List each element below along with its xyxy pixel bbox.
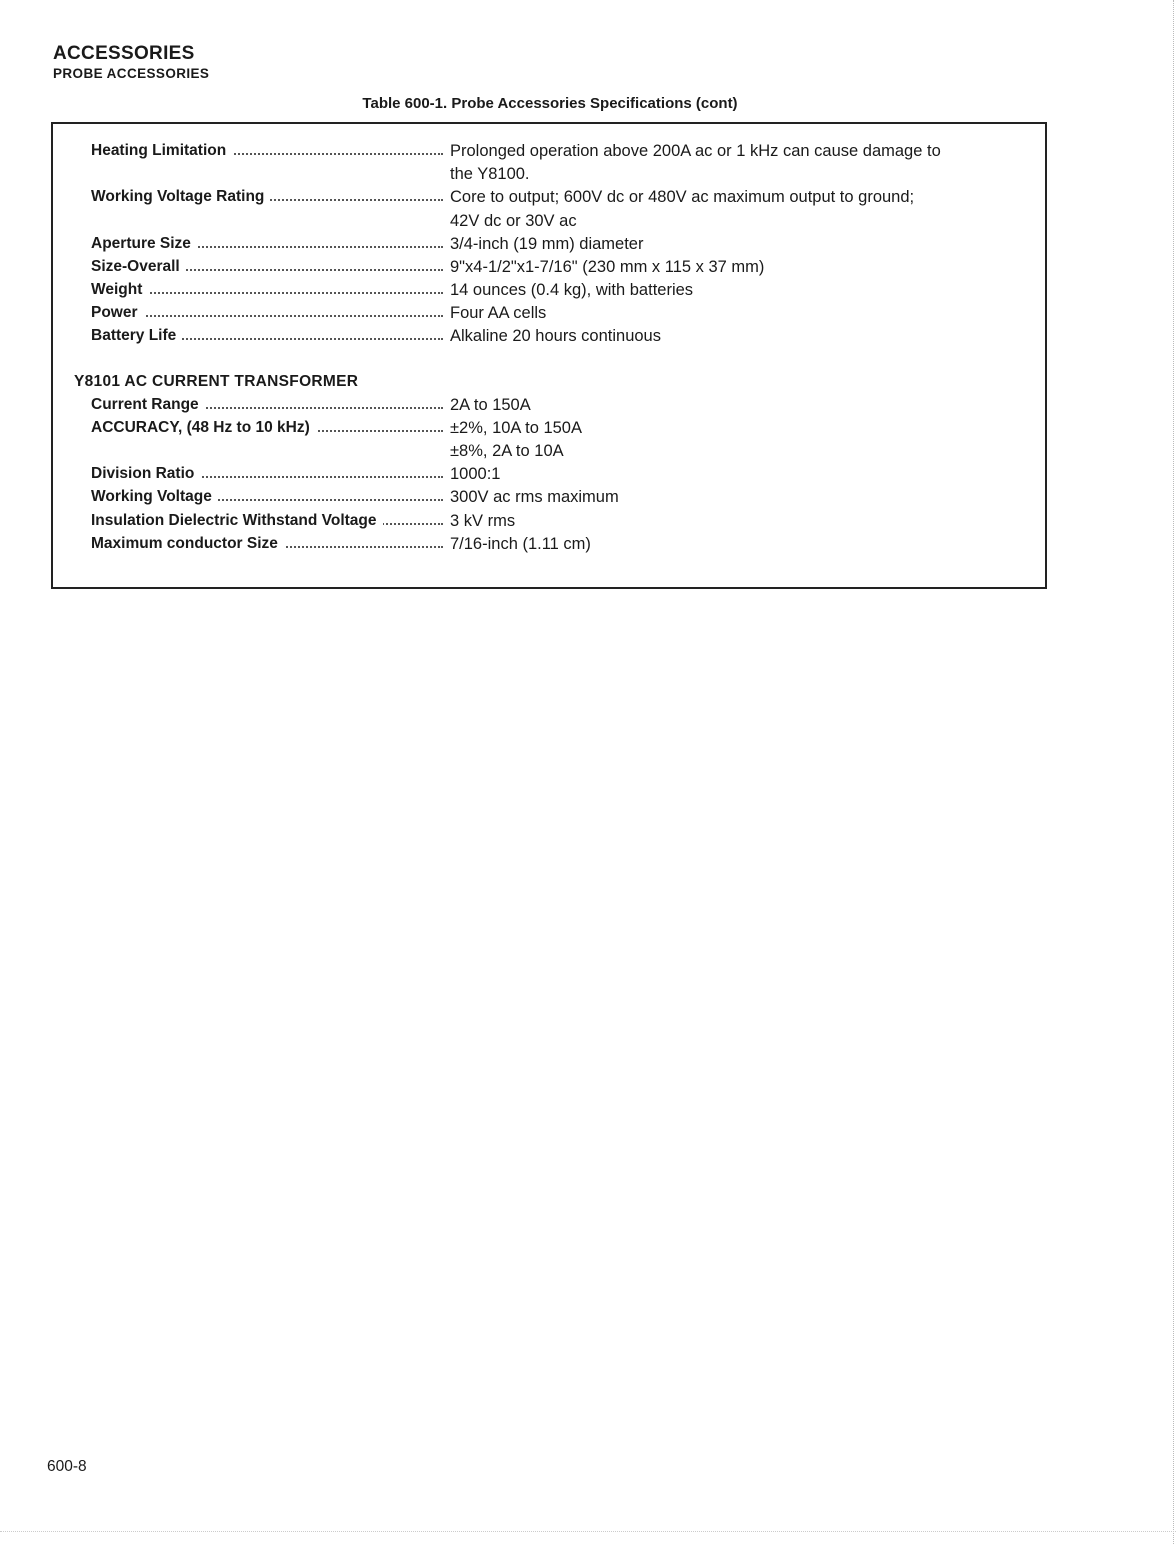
spec-label: ACCURACY, (48 Hz to 10 kHz) xyxy=(91,419,316,436)
page-subtitle: PROBE ACCESSORIES xyxy=(53,66,210,81)
spec-label-cell xyxy=(91,535,443,553)
spec-label: Weight xyxy=(91,281,148,298)
spec-row xyxy=(91,281,1031,304)
spec-label: Battery Life xyxy=(91,327,182,344)
spec-value: ±2%, 10A to 150A xyxy=(450,419,582,437)
spec-row xyxy=(91,188,1031,211)
spec-value: 9"x4-1/2"x1-7/16" (230 mm x 115 x 37 mm) xyxy=(450,258,765,276)
spec-row xyxy=(91,235,1031,258)
spec-row-continuation xyxy=(91,212,1031,235)
spec-label: Maximum conductor Size xyxy=(91,535,284,552)
spec-label-cell xyxy=(91,488,443,506)
spec-row xyxy=(91,488,1031,511)
spec-row xyxy=(91,327,1031,350)
spec-label-cell xyxy=(91,465,443,483)
spec-label-cell xyxy=(91,188,443,206)
spec-row-continuation xyxy=(91,165,1031,188)
spec-value: 1000:1 xyxy=(450,465,501,483)
spec-table xyxy=(51,122,1047,589)
spec-value: 14 ounces (0.4 kg), with batteries xyxy=(450,281,694,299)
spec-value: Four AA cells xyxy=(450,304,547,322)
scan-edge-bottom xyxy=(0,1531,1176,1532)
spec-label-cell xyxy=(91,419,443,437)
spec-value: ±8%, 2A to 10A xyxy=(450,442,564,460)
spec-row xyxy=(91,535,1031,558)
spec-label: Aperture Size xyxy=(91,235,197,252)
spec-value: Core to output; 600V dc or 480V ac maximum output to ground; xyxy=(450,188,915,206)
spec-row xyxy=(91,142,1031,165)
spec-label-cell xyxy=(91,235,443,253)
table-caption: Table 600-1. Probe Accessories Specifications (cont) xyxy=(362,95,738,112)
spec-value: 2A to 150A xyxy=(450,396,531,414)
spec-label: Power xyxy=(91,304,144,321)
spec-value: 3 kV rms xyxy=(450,512,516,530)
spec-label: Insulation Dielectric Withstand Voltage xyxy=(91,512,383,529)
spec-value: the Y8100. xyxy=(450,165,530,183)
spec-row xyxy=(91,465,1031,488)
spec-label-cell xyxy=(91,512,443,530)
spec-value: Alkaline 20 hours continuous xyxy=(450,327,661,345)
spec-value: 42V dc or 30V ac xyxy=(450,212,577,230)
spec-row xyxy=(91,396,1031,419)
spec-row xyxy=(91,304,1031,327)
spec-value: 300V ac rms maximum xyxy=(450,488,619,506)
spec-label: Working Voltage Rating xyxy=(91,188,270,205)
spec-label: Current Range xyxy=(91,396,205,413)
spec-label: Heating Limitation xyxy=(91,142,232,159)
scan-edge-right xyxy=(1173,0,1174,1544)
spec-label-cell xyxy=(91,327,443,345)
spec-label: Size-Overall xyxy=(91,258,186,275)
spec-label-cell xyxy=(91,258,443,276)
spec-row xyxy=(91,512,1031,535)
page-title: ACCESSORIES xyxy=(53,43,195,64)
spec-label-cell xyxy=(91,304,443,322)
spec-row xyxy=(91,258,1031,281)
spec-value: 3/4-inch (19 mm) diameter xyxy=(450,235,644,253)
spec-value: 7/16-inch (1.11 cm) xyxy=(450,535,591,553)
spec-row-continuation xyxy=(91,442,1031,465)
spec-label: Division Ratio xyxy=(91,465,200,482)
spec-label-cell xyxy=(91,142,443,160)
spec-label-cell xyxy=(91,396,443,414)
page-number: 600-8 xyxy=(47,1458,87,1475)
spec-value: Prolonged operation above 200A ac or 1 kHz can cause damage to xyxy=(450,142,941,160)
spec-label-cell xyxy=(91,281,443,299)
section-heading: Y8101 AC CURRENT TRANSFORMER xyxy=(74,373,359,390)
spec-label: Working Voltage xyxy=(91,488,218,505)
spec-row xyxy=(91,419,1031,442)
